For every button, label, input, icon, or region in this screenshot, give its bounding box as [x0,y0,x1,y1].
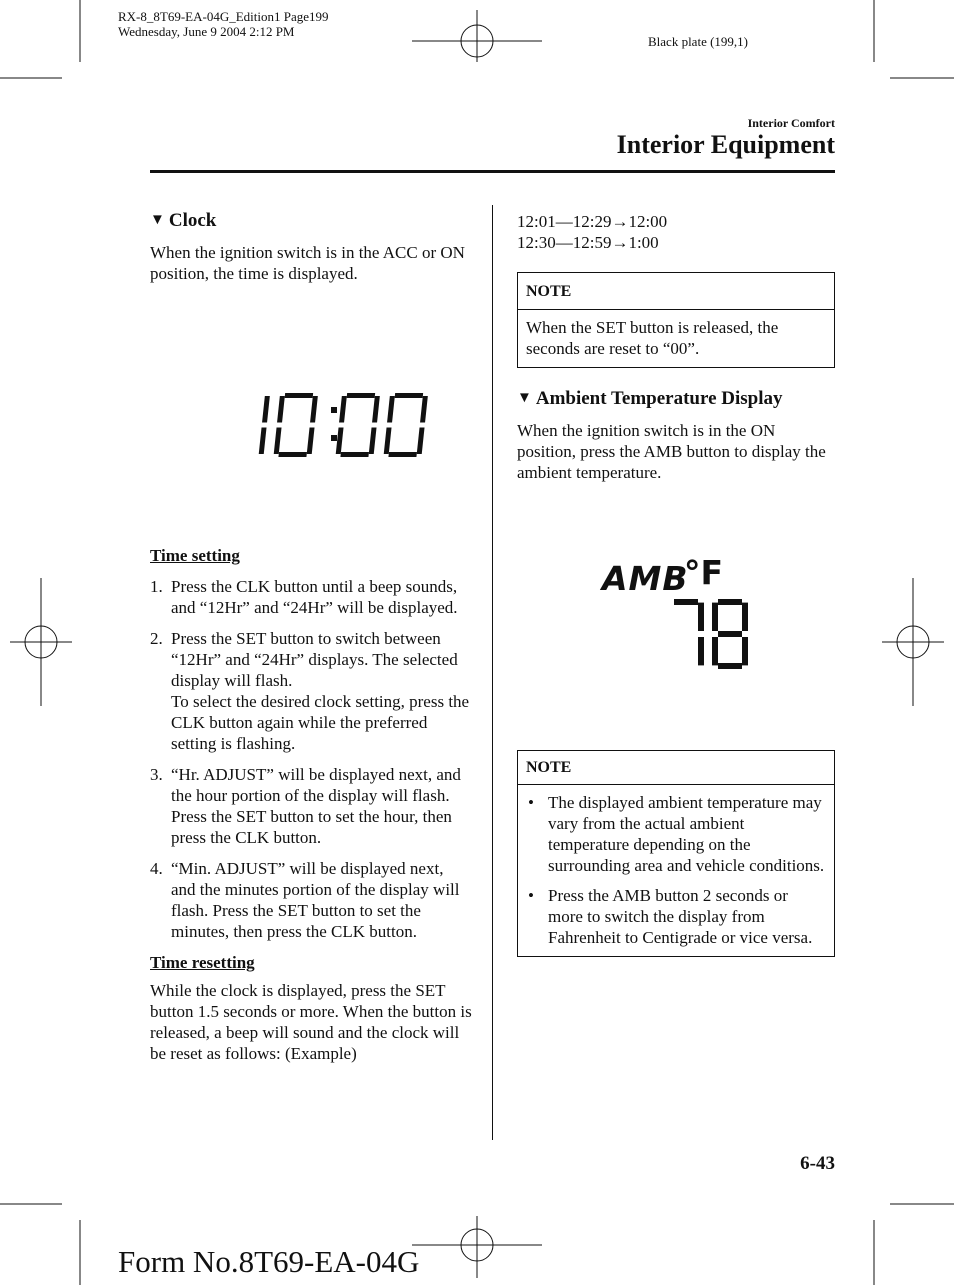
digit-segment [307,428,315,455]
left-column [150,210,472,284]
digit-segment [262,396,270,423]
temperature-seven-segment-display [664,597,749,673]
digit-segment [340,452,369,457]
digit-segment [310,396,318,423]
digit-segment [718,631,742,637]
plate-info: Black plate (199,1) [648,34,748,49]
time-setting-steps [150,576,472,942]
list-item: 2. Press the SET button to switch between “12Hr” and “24Hr” displays. The selected display will flash. To select the desired clock setting, press the CLK button again while the preferred setting is flashing. [150,629,470,753]
triangle-bullet-icon: ▼ [150,212,165,228]
clock-note-box [517,272,835,368]
digit-segment [718,663,742,669]
ambient-heading [517,388,835,409]
colon-dot [331,407,337,413]
reset-example-1: 12:01―12:29→12:00 [517,212,668,231]
clock-intro: When the ignition switch is in the ACC or ON position, the time is displayed. [150,243,465,283]
page-title: Interior Equipment [616,130,835,159]
digit-segment [712,637,718,665]
digit-segment [339,396,347,423]
right-column [517,211,835,483]
clock-heading-text: Clock [168,210,217,231]
bullet-icon: • [528,886,534,905]
note-title: NOTE [518,751,834,785]
clock-heading [150,210,472,231]
ambient-note-bullets [526,792,826,948]
digit-segment [395,393,424,398]
clock-display-illustration [225,385,430,470]
digit-segment [417,428,425,455]
amb-label: AMB [602,559,689,598]
header-rule [150,170,835,173]
digit-segment [742,637,748,665]
page-number: 6-43 [800,1153,835,1174]
ambient-note-box [517,750,835,957]
digit-segment [698,637,704,665]
registration-mark-bottom [412,1216,542,1278]
list-item: • The displayed ambient temperature may vary from the actual ambient temperature depending on the surrounding area and vehicle conditions. [528,793,825,875]
column-divider [492,205,493,1140]
digit-segment [742,603,748,631]
bullet-icon: • [528,793,534,812]
registration-mark-right [882,578,944,706]
digit-segment [285,393,314,398]
digit-segment [388,452,417,457]
colon-dot [331,435,337,441]
registration-mark-left [10,578,72,706]
section-label: Interior Comfort [747,116,835,130]
ambient-intro: When the ignition switch is in the ON position, press the AMB button to display the ambient temperature. [517,421,826,482]
digit-segment [347,393,376,398]
digit-segment [718,599,742,605]
digit-segment [274,428,282,455]
digit-segment [277,396,285,423]
clock-seven-segment-display [225,385,430,465]
reset-example-2: 12:30―12:59→1:00 [517,233,659,252]
list-item: 3. “Hr. ADJUST” will be displayed next, and the hour portion of the display will flash. Press the SET button to set the hour, then press the CLK button. [150,765,461,847]
list-item: 1. Press the CLK button until a beep sounds, and “12Hr” and “24Hr” will be displayed. [150,577,458,617]
ambient-heading-text: Ambient Temperature Display [535,388,783,409]
digit-segment [384,428,392,455]
time-resetting-title: Time resetting [150,953,255,972]
print-info [118,9,329,39]
digit-segment [420,396,428,423]
registration-mark-top [412,10,542,62]
note-text: When the SET button is released, the seconds are reset to “00”. [526,318,779,358]
form-number: Form No.8T69-EA-04G [118,1244,420,1279]
print-info-line2: Wednesday, June 9 2004 2:12 PM [118,24,295,39]
time-setting-section [150,545,472,1064]
list-item: 4. “Min. ADJUST” will be displayed next, and the minutes portion of the display will flash. Press the SET button to set the minutes, then press the CLK button. [150,859,460,941]
print-info-line1: RX-8_8T69-EA-04G_Edition1 Page199 [118,9,329,24]
digit-segment [674,599,698,605]
list-item: • Press the AMB button 2 seconds or more to switch the display from Fahrenheit to Centigrade or vice versa. [528,886,813,947]
digit-segment [369,428,377,455]
fahrenheit-unit: °F [684,553,724,592]
digit-segment [387,396,395,423]
time-resetting-text: While the clock is displayed, press the SET button 1.5 seconds or more. When the button is released, a beep will sound and the clock will be reset as follows: (Example) [150,981,472,1063]
digit-segment [712,603,718,631]
digit-segment [278,452,307,457]
triangle-bullet-icon: ▼ [517,390,532,406]
digit-segment [259,428,267,455]
digit-segment [372,396,380,423]
time-setting-title: Time setting [150,546,240,565]
note-title: NOTE [518,273,834,310]
digit-segment [698,603,704,631]
